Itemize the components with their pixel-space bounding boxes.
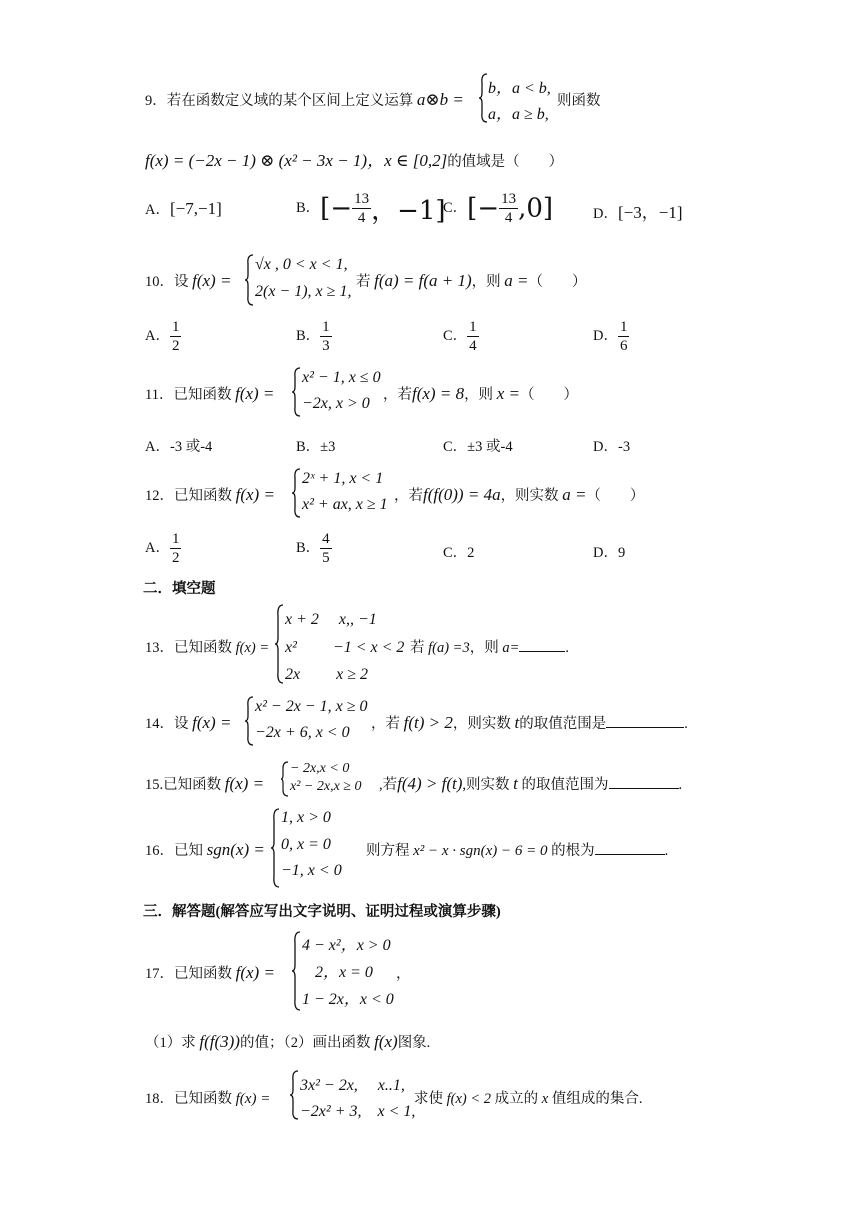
- option-prefix: [−: [467, 193, 500, 224]
- q12-text: ，若: [394, 488, 423, 504]
- denominator: 4: [469, 338, 477, 354]
- question-number: 13．已知函数: [145, 640, 232, 656]
- numerator: 1: [322, 319, 330, 335]
- q14-variable: t: [514, 713, 520, 732]
- option-value: 2: [467, 545, 475, 561]
- q12-case-2: x² + ax, x ≥ 1: [302, 496, 388, 513]
- q14-brace: [244, 696, 254, 746]
- q10-answer-bracket: （ ）: [528, 274, 587, 290]
- question-number: 18．已知函数: [145, 1091, 232, 1107]
- q17-end: ，: [396, 966, 411, 982]
- answer-blank[interactable]: [606, 727, 684, 728]
- q16-brace: [270, 808, 280, 888]
- option-value: [−7,−1]: [169, 199, 222, 218]
- q13-end: .: [565, 640, 570, 656]
- fraction: [499, 190, 518, 227]
- q9-expression: f(x) = (−2x − 1) ⊗ (x² − 3x − 1)，x ∈ [0,2]: [145, 151, 448, 170]
- q16-case-1: 1, x > 0: [281, 809, 331, 826]
- q17-case-1: 4 − x²，x > 0: [302, 937, 391, 954]
- q9-option-d: [593, 198, 682, 223]
- q16-text: 则方程: [366, 843, 410, 859]
- option-label: D．: [593, 206, 618, 222]
- q17-sub1-expr: f(f(3)): [199, 1032, 240, 1051]
- q12-condition-expr: f(f(0)) = 4a: [423, 485, 501, 504]
- q9-text: 若在函数定义域的某个区间上定义运算: [166, 93, 414, 109]
- option-label: D．: [593, 327, 618, 344]
- question-number: 11．已知函数: [145, 387, 232, 403]
- fraction: [170, 318, 182, 355]
- option-label: C．: [443, 199, 468, 216]
- option-label: B．: [296, 327, 321, 344]
- q10-ask: a =: [504, 271, 529, 290]
- q12-option-b: [296, 530, 332, 567]
- q11-option-d: [593, 435, 630, 456]
- q10-line1: [145, 270, 231, 291]
- answer-blank[interactable]: [609, 788, 679, 789]
- q16-text-2: 的根为: [551, 843, 595, 859]
- q11-case-2: −2x, x > 0: [302, 395, 370, 412]
- answer-blank[interactable]: [595, 854, 665, 855]
- q10-condition: [356, 270, 587, 291]
- q9-operator: a⊗b =: [416, 90, 464, 109]
- fraction: [467, 318, 479, 355]
- q13-ask: a=: [502, 640, 520, 656]
- q16-equation-line: [366, 839, 668, 860]
- q13-brace: [274, 604, 284, 684]
- option-label: A．: [145, 202, 170, 218]
- q16-end: .: [664, 843, 669, 859]
- option-label: C．: [443, 545, 468, 561]
- denominator: 2: [171, 338, 180, 354]
- option-label: B．: [296, 439, 321, 455]
- question-number: 12．已知函数: [145, 488, 232, 504]
- q10-brace: [244, 254, 254, 306]
- q10-condition-expr: f(a) = f(a + 1): [374, 271, 472, 290]
- option-prefix: [−: [320, 193, 353, 224]
- fraction: [170, 530, 182, 567]
- q13-text-2: ，则: [469, 640, 499, 656]
- q10-option-a: [145, 318, 181, 355]
- numerator: 1: [619, 319, 628, 335]
- q11-text: ，若: [383, 387, 412, 403]
- option-label: B．: [296, 199, 321, 216]
- numerator: 1: [469, 319, 477, 335]
- numerator: 13: [501, 191, 517, 207]
- q13-line1: [145, 636, 269, 657]
- q14-case-2: −2x + 6, x < 0: [255, 724, 350, 741]
- option-value: ±3: [320, 439, 336, 455]
- option-label: A．: [145, 439, 170, 455]
- q14-end: .: [684, 716, 688, 732]
- q12-brace: [291, 468, 301, 518]
- option-value: [−3，−1]: [617, 203, 683, 222]
- option-label: A．: [145, 539, 170, 556]
- q16-line1: [145, 839, 265, 860]
- option-label: C．: [443, 327, 468, 344]
- q18-condition: [414, 1087, 642, 1108]
- q12-condition: [394, 484, 644, 505]
- q11-condition: [383, 383, 578, 404]
- q15-end: .: [678, 777, 683, 793]
- option-suffix: ,0]: [518, 193, 554, 224]
- q17-case-2: 2，x = 0: [315, 964, 373, 981]
- q11-option-c: [443, 435, 513, 456]
- q10-option-d: [593, 318, 629, 355]
- q14-condition: [371, 712, 688, 733]
- q9-option-a: [145, 198, 222, 219]
- q16-case-2: 0, x = 0: [281, 836, 331, 853]
- q14-text-3: 的取值范围是: [519, 716, 607, 732]
- q14-text-2: ，则实数: [452, 716, 511, 732]
- function-name: f(x) =: [235, 963, 275, 982]
- q12-option-d: [593, 541, 625, 562]
- q18-condition-expr: f(x) < 2: [446, 1091, 492, 1107]
- q14-line1: [145, 712, 231, 733]
- q15-text-3: 的取值范围为: [521, 777, 609, 793]
- fraction: [618, 318, 630, 355]
- option-value: -3 或-4: [169, 439, 213, 455]
- q11-line1: [145, 383, 274, 404]
- q12-option-c: [443, 541, 474, 562]
- q14-case-1: x² − 2x − 1, x ≥ 0: [255, 698, 368, 715]
- option-value: 9: [617, 545, 626, 561]
- q13-case-3: 2x x ≥ 2: [285, 666, 368, 683]
- fraction: [320, 530, 332, 567]
- q18-line1: [145, 1087, 270, 1108]
- q13-case-2: x² −1 < x < 2: [285, 639, 405, 656]
- option-label: D．: [593, 439, 618, 455]
- q9-line2: [145, 146, 563, 171]
- question-number: 10．设: [145, 274, 189, 290]
- question-number: 14．设: [145, 716, 189, 732]
- q11-option-a: [145, 435, 212, 456]
- q9-brace: [478, 73, 488, 123]
- q11-answer-bracket: （ ）: [519, 387, 578, 403]
- option-label: D．: [593, 545, 618, 561]
- denominator: 3: [322, 338, 330, 354]
- numerator: 1: [171, 319, 180, 335]
- q12-text-2: ，则实数: [500, 488, 559, 504]
- q10-option-b: [296, 318, 332, 355]
- q11-text-2: ，则: [464, 387, 494, 403]
- numerator: 4: [322, 531, 330, 547]
- q11-brace: [291, 367, 301, 417]
- q10-case-1: √x , 0 < x < 1,: [255, 256, 348, 273]
- q18-brace: [289, 1070, 299, 1120]
- q13-condition-expr: f(a) =3: [428, 640, 470, 656]
- question-number: 17．已知函数: [145, 966, 232, 982]
- q11-case-1: x² − 1, x ≤ 0: [302, 369, 381, 386]
- numerator: 1: [171, 531, 180, 547]
- q10-text-2: ，则: [471, 274, 501, 290]
- q18-case-1: 3x² − 2x, x..1,: [300, 1077, 405, 1094]
- function-name: f(x) =: [224, 774, 265, 793]
- function-name: f(x) =: [235, 485, 275, 504]
- function-name: f(x) =: [192, 713, 232, 732]
- q18-variable: x: [541, 1091, 549, 1107]
- q10-text: 若: [356, 274, 371, 290]
- q17-sub1-text: （1）求: [145, 1035, 196, 1051]
- question-number: 15.已知函数: [145, 777, 222, 793]
- q17-case-3: 1 − 2x，x < 0: [302, 991, 394, 1008]
- denominator: 5: [322, 550, 330, 566]
- q11-ask: x =: [496, 384, 520, 403]
- option-label: C．: [443, 439, 468, 455]
- q15-text: ,若: [379, 777, 398, 793]
- question-number: 9．: [145, 93, 167, 109]
- q18-case-2: −2x² + 3, x < 1,: [300, 1103, 416, 1120]
- option-suffix: ，−1]: [371, 196, 446, 226]
- q17-sub2-text: 的值；（2）画出函数: [239, 1035, 371, 1051]
- q15-variable: t: [513, 774, 518, 793]
- answer-blank[interactable]: [519, 651, 565, 652]
- q13-text: 若: [410, 640, 425, 656]
- denominator: 4: [504, 210, 513, 226]
- numerator: 13: [354, 191, 370, 207]
- function-name: f(x) =: [235, 640, 270, 656]
- denominator: 4: [357, 210, 366, 226]
- option-value: -3: [617, 439, 631, 455]
- q10-case-2: 2(x − 1), x ≥ 1,: [255, 283, 352, 300]
- q12-ask: a =: [562, 485, 587, 504]
- question-number: 16．已知: [145, 843, 203, 859]
- q17-sub2-expr: f(x): [374, 1032, 398, 1051]
- q13-case-1: x + 2 x,, −1: [285, 611, 377, 628]
- q12-answer-bracket: （ ）: [586, 488, 645, 504]
- q11-condition-expr: f(x) = 8: [412, 384, 465, 403]
- q18-text-3: 值组成的集合.: [551, 1091, 643, 1107]
- q15-brace: [280, 761, 289, 797]
- q15-line1: [145, 773, 264, 794]
- denominator: 2: [171, 550, 180, 566]
- q9-case-1: b，a < b,: [488, 80, 551, 97]
- denominator: 6: [619, 338, 628, 354]
- function-name: f(x) =: [192, 271, 232, 290]
- q9-case-2: a，a ≥ b,: [488, 106, 549, 123]
- q10-option-c: [443, 318, 479, 355]
- q9-line1: [145, 89, 464, 110]
- option-label: B．: [296, 539, 321, 556]
- q12-line1: [145, 484, 275, 505]
- q18-text-2: 成立的: [494, 1091, 539, 1107]
- q16-equation: x² − x · sgn(x) − 6 = 0: [413, 843, 548, 859]
- q15-text-2: ,则实数: [462, 777, 510, 793]
- q9-text-2: 则函数: [557, 93, 601, 109]
- function-name: f(x) =: [235, 384, 275, 403]
- q18-text: 求使: [414, 1091, 443, 1107]
- fraction: [352, 190, 371, 227]
- option-value: ±3 或-4: [467, 439, 513, 455]
- q15-condition-expr: f(4) > f(t): [397, 774, 463, 793]
- q15-case-2: x² − 2x,x ≥ 0: [290, 779, 362, 794]
- section-title-fill-in: 二．填空题: [143, 581, 216, 597]
- q9-option-b: [296, 190, 446, 227]
- function-name: sgn(x) =: [206, 840, 265, 859]
- option-label: A．: [145, 327, 170, 344]
- q17-brace: [291, 931, 301, 1011]
- function-name: f(x) =: [235, 1091, 271, 1107]
- q14-text: ，若: [371, 716, 400, 732]
- section-title-solutions: 三．解答题(解答应写出文字说明、证明过程或演算步骤): [143, 904, 501, 920]
- q17-line1: [145, 962, 275, 983]
- q9-option-c: [443, 190, 553, 227]
- fraction: [320, 318, 332, 355]
- q9-text-3: 的值域是（ ）: [447, 154, 564, 170]
- q12-option-a: [145, 530, 181, 567]
- q13-condition: [410, 636, 569, 657]
- q15-case-1: − 2x,x < 0: [290, 761, 350, 776]
- q14-condition-expr: f(t) > 2: [403, 713, 453, 732]
- q15-condition: [379, 773, 682, 794]
- q16-case-3: −1, x < 0: [281, 862, 342, 879]
- q12-case-1: 2ˣ + 1, x < 1: [302, 470, 384, 487]
- q11-option-b: [296, 435, 335, 456]
- q17-subquestions: [145, 1031, 430, 1052]
- q17-sub2-end: 图象.: [397, 1035, 431, 1051]
